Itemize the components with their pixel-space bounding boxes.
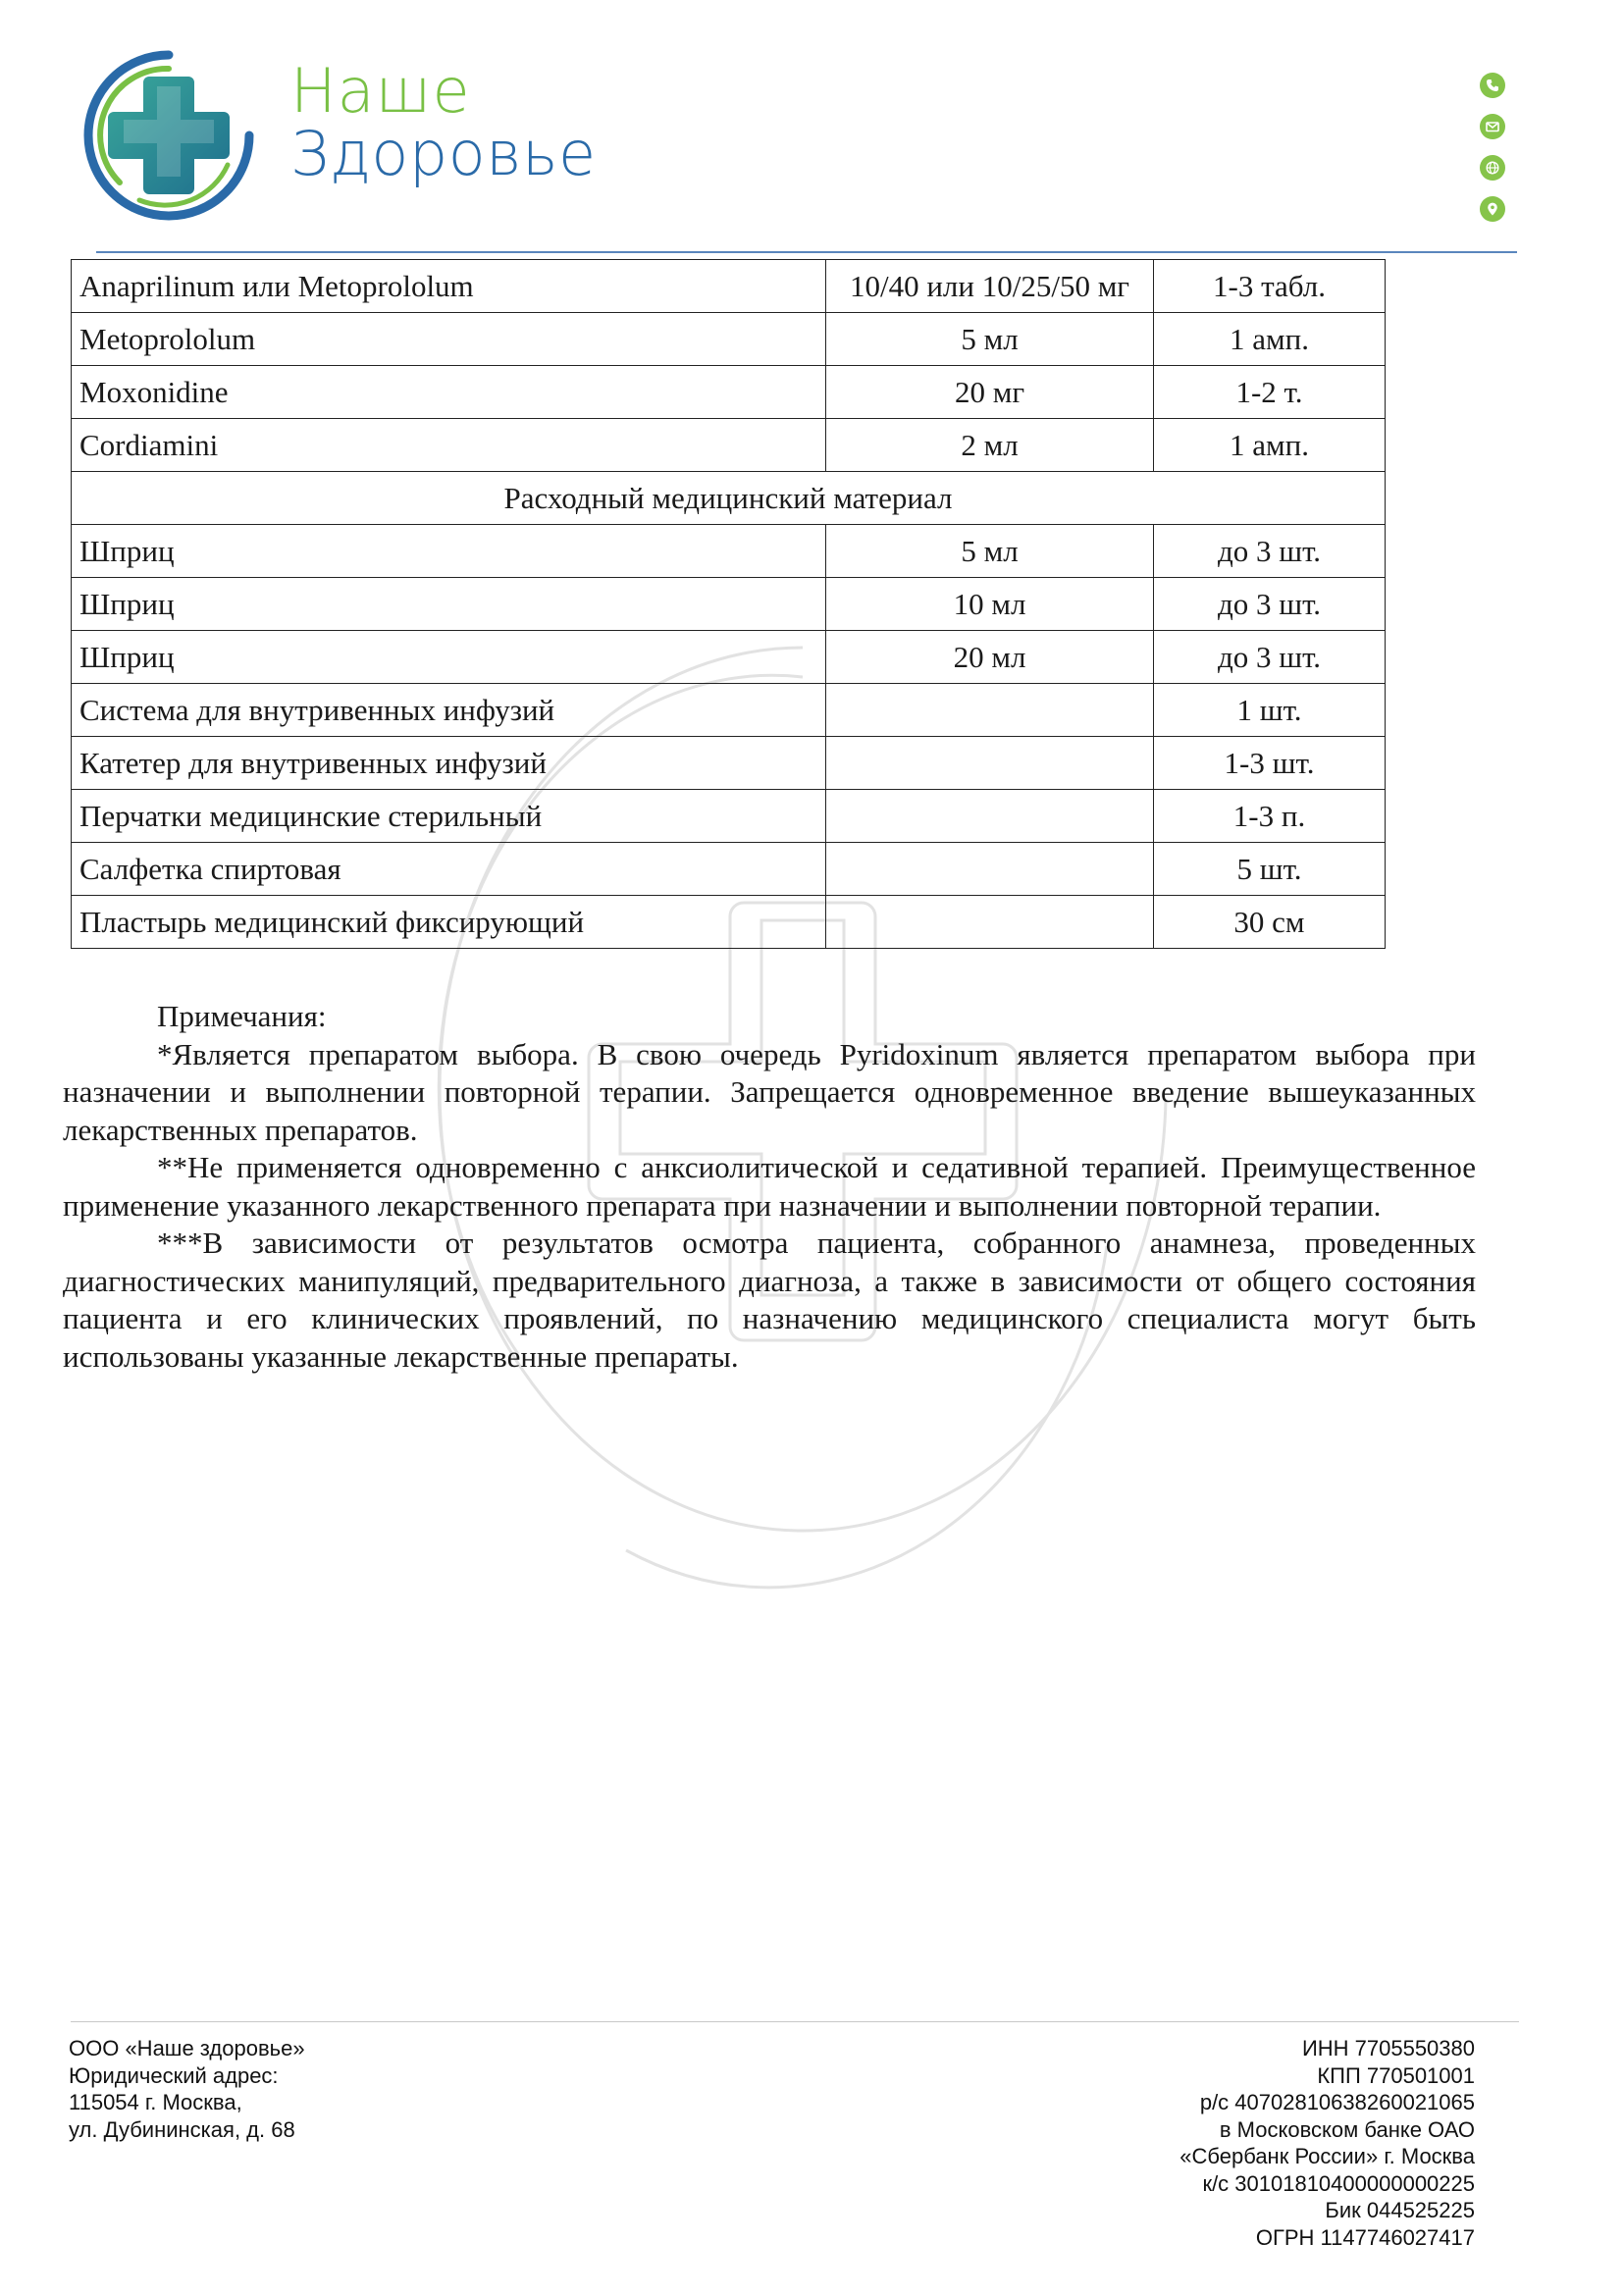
medication-table xyxy=(71,259,1386,949)
location-pin-icon[interactable] xyxy=(1480,196,1505,222)
table-row xyxy=(72,419,1386,472)
kpp: КПП 770501001 xyxy=(1317,2062,1475,2088)
quantity-cell: до 3 шт. xyxy=(1154,525,1386,578)
address-label: Юридический адрес: xyxy=(69,2062,279,2088)
table-row xyxy=(72,896,1386,949)
item-name-cell: Шприц xyxy=(72,578,826,631)
item-name-cell: Салфетка спиртовая xyxy=(72,843,826,896)
item-name-cell: Перчатки медицинские стерильный xyxy=(72,790,826,843)
item-name-cell: Система для внутривенных инфузий xyxy=(72,684,826,737)
bik: Бик 044525225 xyxy=(1325,2198,1475,2222)
quantity-cell: 1-3 шт. xyxy=(1154,737,1386,790)
item-name-cell: Катетер для внутривенных инфузий xyxy=(72,737,826,790)
contact-icons xyxy=(1480,73,1505,222)
table-row xyxy=(72,578,1386,631)
ogrn: ОГРН 1147746027417 xyxy=(1255,2224,1475,2250)
note-paragraph: ***В зависимости от результатов осмотра пациента, собранного анамнеза, проведенных диагностических манипуляций, предварительного диагноза, а также в зависимости от общего состояния пациента и его клинических проявлений, по назначению медицинского специалиста могут быть использованы указанные лекарственные препараты. xyxy=(63,1226,1476,1374)
table-row xyxy=(72,790,1386,843)
quantity-cell: до 3 шт. xyxy=(1154,631,1386,684)
notes-heading: Примечания: xyxy=(157,999,327,1033)
table-row xyxy=(72,684,1386,737)
dose-cell xyxy=(826,684,1154,737)
quantity-cell: 1 амп. xyxy=(1154,313,1386,366)
bank-city: «Сбербанк России» г. Москва xyxy=(1179,2144,1475,2168)
company-address xyxy=(69,2035,305,2143)
table-row xyxy=(72,737,1386,790)
table-row xyxy=(72,525,1386,578)
section-title-cell: Расходный медицинский материал xyxy=(72,472,1386,525)
note-paragraph: *Является препаратом выбора. В свою очередь Pyridoxinum является препаратом выбора при назначении и выполнении повторной терапии. Запрещается одновременное введение вышеуказанных лекарственных препаратов. xyxy=(63,1036,1476,1147)
quantity-cell: 1 амп. xyxy=(1154,419,1386,472)
settlement-account: р/с 40702810638260021065 xyxy=(1199,2090,1475,2114)
table-row xyxy=(72,631,1386,684)
medical-cross-logo-icon xyxy=(80,47,257,224)
drug-name-cell: Anaprilinum или Metoprololum xyxy=(72,260,826,313)
inn: ИНН 7705550380 xyxy=(1301,2036,1475,2060)
company-logo xyxy=(80,47,257,224)
quantity-cell: 1-3 п. xyxy=(1154,790,1386,843)
notes-section xyxy=(63,998,1476,1376)
globe-icon[interactable] xyxy=(1480,155,1505,181)
quantity-cell: 30 см xyxy=(1154,896,1386,949)
table-section-row xyxy=(72,472,1386,525)
dose-cell: 20 мл xyxy=(826,631,1154,684)
dose-cell xyxy=(826,737,1154,790)
brand-line-1: Наше xyxy=(290,55,471,127)
quantity-cell: 1-2 т. xyxy=(1154,366,1386,419)
dose-cell xyxy=(826,843,1154,896)
correspondent-account: к/с 30101810400000000225 xyxy=(1202,2170,1475,2196)
brand-line-2: Здоровье xyxy=(290,118,597,189)
header-divider xyxy=(96,251,1517,253)
bank-details xyxy=(1179,2035,1475,2251)
item-name-cell: Шприц xyxy=(72,525,826,578)
quantity-cell: 1-3 табл. xyxy=(1154,260,1386,313)
table-row xyxy=(72,366,1386,419)
dose-cell: 5 мл xyxy=(826,525,1154,578)
address-city: 115054 г. Москва, xyxy=(69,2090,242,2114)
quantity-cell: 5 шт. xyxy=(1154,843,1386,896)
dose-cell: 20 мг xyxy=(826,366,1154,419)
table-row xyxy=(72,843,1386,896)
table-row xyxy=(72,260,1386,313)
item-name-cell: Шприц xyxy=(72,631,826,684)
drug-name-cell: Moxonidine xyxy=(72,366,826,419)
item-name-cell: Пластырь медицинский фиксирующий xyxy=(72,896,826,949)
table-row xyxy=(72,313,1386,366)
bank-name: в Московском банке ОАО xyxy=(1219,2116,1475,2142)
dose-cell xyxy=(826,790,1154,843)
dose-cell: 2 мл xyxy=(826,419,1154,472)
dose-cell xyxy=(826,896,1154,949)
note-paragraph: **Не применяется одновременно с анксиолитической и седативной терапией. Преимущественное применение указанного лекарственного препарата при назначении и выполнении повторной терапии. xyxy=(63,1150,1476,1223)
quantity-cell: до 3 шт. xyxy=(1154,578,1386,631)
dose-cell: 10 мл xyxy=(826,578,1154,631)
brand-name xyxy=(290,55,597,189)
mail-icon[interactable] xyxy=(1480,114,1505,139)
company-name: ООО «Наше здоровье» xyxy=(69,2036,305,2060)
footer-divider xyxy=(71,2021,1519,2022)
drug-name-cell: Cordiamini xyxy=(72,419,826,472)
dose-cell: 10/40 или 10/25/50 мг xyxy=(826,260,1154,313)
drug-name-cell: Metoprololum xyxy=(72,313,826,366)
dose-cell: 5 мл xyxy=(826,313,1154,366)
quantity-cell: 1 шт. xyxy=(1154,684,1386,737)
address-street: ул. Дубининская, д. 68 xyxy=(69,2116,295,2142)
phone-icon[interactable] xyxy=(1480,73,1505,98)
